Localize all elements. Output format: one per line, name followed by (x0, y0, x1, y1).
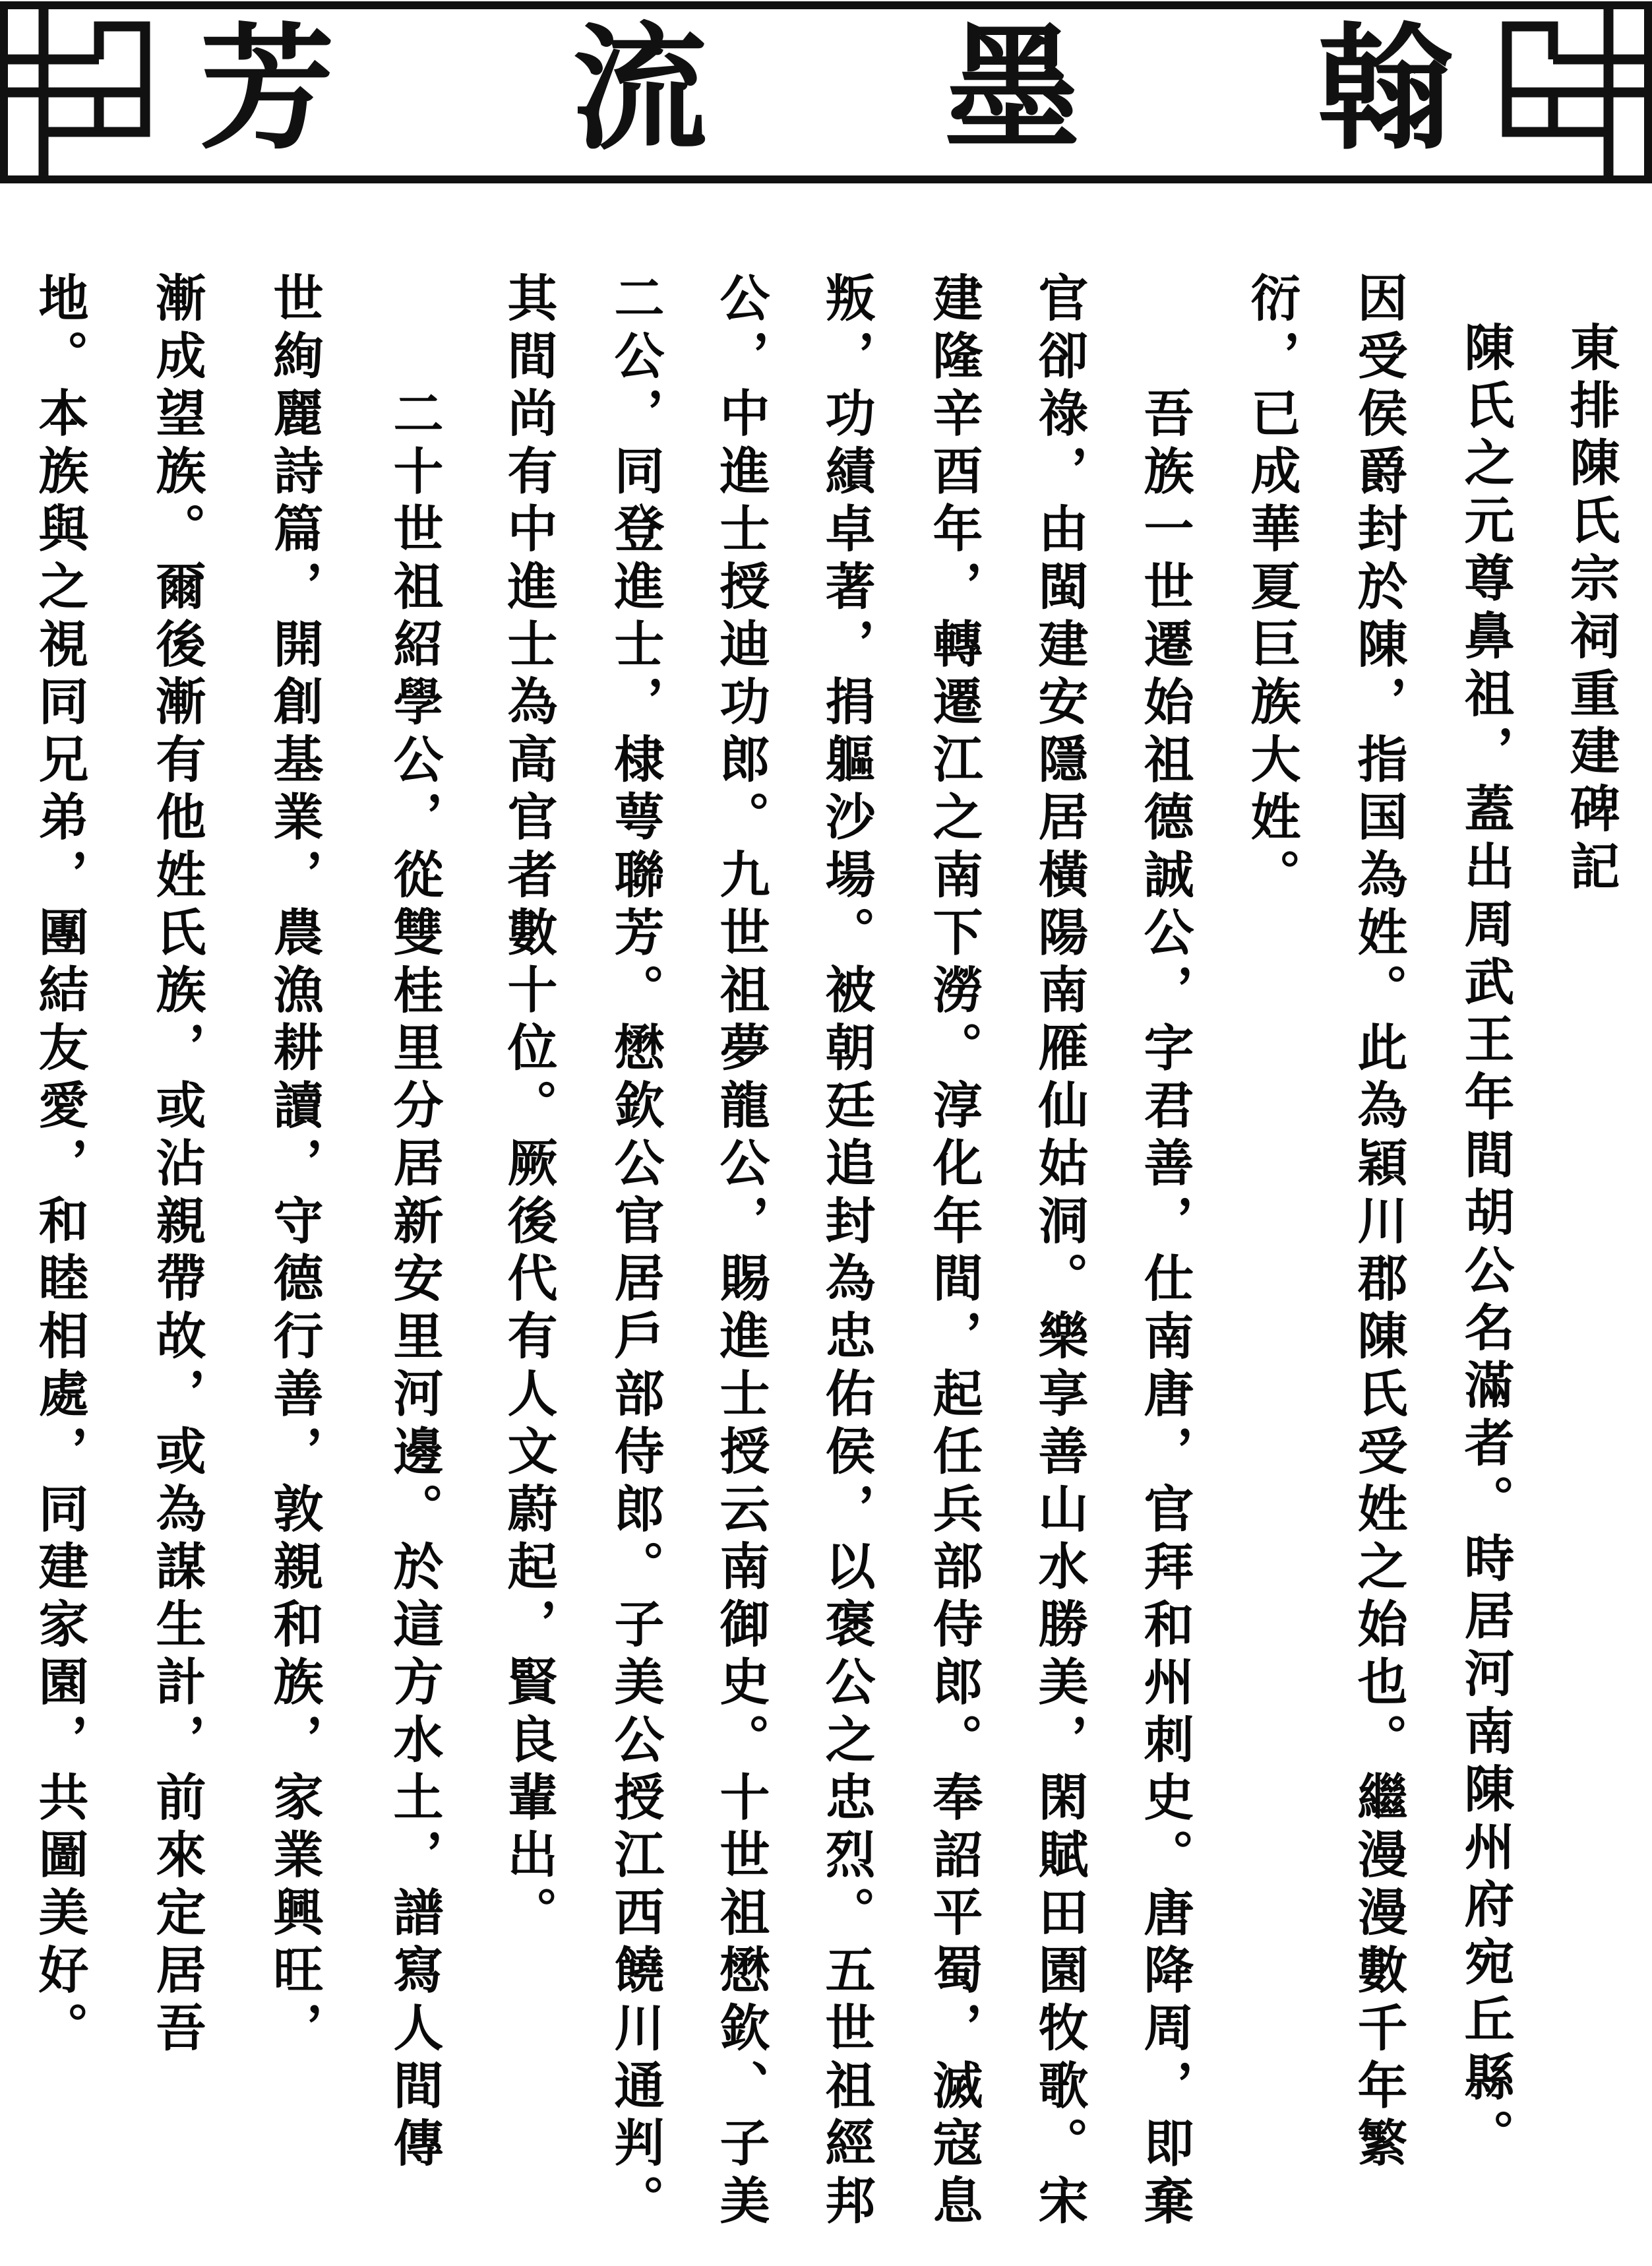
title-char-3: 墨 (944, 10, 1080, 168)
text-column: 陳氏之元尊鼻祖，蓋出周武王年間胡公名滿者。時居河南陳州府宛丘縣。 (1456, 321, 1515, 2166)
title-banner (0, 0, 1652, 185)
inscription-text (0, 272, 1652, 2266)
text-column: 其間尚有中進士為高官者數十位。厥後代有人文蔚起，賢良輩出。 (499, 272, 558, 1944)
text-column: 因受侯爵封於陳，指国為姓。此為穎川郡陳氏受姓之始也。繼漫漫數千年繁 (1349, 272, 1408, 2175)
title-char-4: 翰 (1317, 10, 1453, 168)
text-column: 叛，功績卓著，捐軀沙場。被朝廷追封為忠佑侯，以褒公之忠烈。五世祖經邦 (817, 272, 876, 2232)
inscription-title: 東排陳氏宗祠重建碑記 (1562, 321, 1620, 898)
text-column: 地。本族與之視同兄弟，團結友愛，和睦相處，同建家園，共圖美好。 (30, 272, 89, 2060)
right-fret-ornament (1507, 5, 1648, 179)
text-column: 世絢麗詩篇，開創基業，農漁耕讀，守德行善，敦親和族，家業興旺， (265, 272, 324, 2060)
text-column: 漸成望族。爾後漸有他姓氏族，或沾親帶故，或為謀生計，前來定居吾 (148, 272, 206, 2060)
left-fret-ornament (4, 5, 145, 179)
text-column: 二十世祖紹學公，從雙桂里分居新安里河邊。於這方水土，譜寫人間傳 (385, 387, 444, 2175)
text-column: 吾族一世遷始祖德誠公，字君善，仕南唐，官拜和州刺史。唐降周，即棄 (1136, 387, 1194, 2232)
title-char-2: 流 (572, 10, 708, 168)
text-column: 官卻祿，由閩建安隱居橫陽南雁仙姑洞。樂享善山水勝美，閑賦田園牧歌。宋 (1030, 272, 1089, 2232)
text-column: 衍，已成華夏巨族大姓。 (1242, 272, 1301, 906)
title-char-1: 芳 (199, 10, 335, 168)
text-column: 建隆辛酉年，轉遷江之南下澇。淳化年間，起任兵部侍郎。奉詔平蜀，滅寇息 (925, 272, 983, 2232)
text-column: 二公，同登進士，棣萼聯芳。懋欽公官居戶部侍郎。子美公授江西饒川通判。 (606, 272, 665, 2232)
text-column: 公，中進士授迪功郎。九世祖夢龍公，賜進士授云南御史。十世祖懋欽、子美 (712, 272, 770, 2232)
